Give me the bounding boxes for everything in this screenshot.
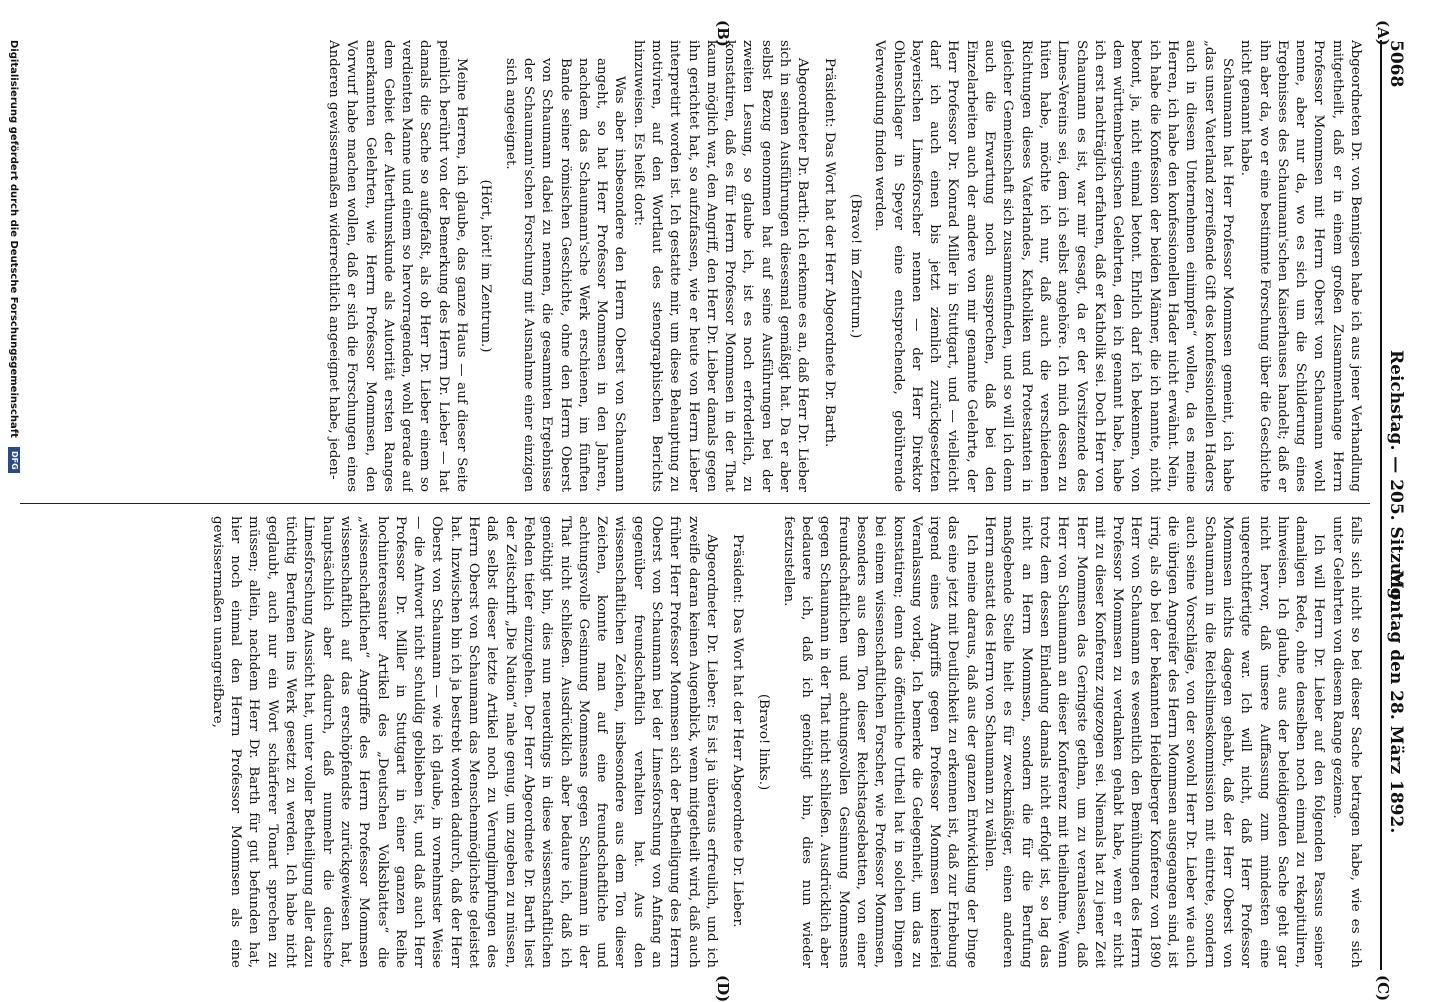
paragraph: Meine Herren, ich glaube, das ganze Haus — auf dieser Seite peinlich berührt von der Bemerkung des Herrn Dr. Lieber — hat damals die Sache so aufgefaßt, als ob Herr Dr. Lieber einem so verdienten Manne und einem so hervorragenden, wohl gerade auf dem Gebiet der Alterthumskunde als Autorität ersten Ranges anerkannten Gelehrten, wie Herrn Professor Mommsen, den Vorwurf habe machen wollen, daß er sich die Forschungen eines Anderen gewissermaßen widerrechtlich angeeignet habe, jeden-: [325, 40, 470, 492]
interjection: (Hört, hört! im Zentrum.): [478, 179, 494, 353]
right-column: [24, 516, 1364, 968]
left-column: [24, 40, 1364, 492]
header-title: Reichstag. — 205. Sitzung.: [1386, 350, 1406, 606]
interjection: (Bravo! links.): [756, 693, 772, 791]
column-divider: [20, 503, 1370, 504]
paragraph: falls sich nicht so bei dieser Sache betragen habe, wie es sich unter Gelehrten von diesem Range gezieme.: [1329, 516, 1363, 968]
speaker-paragraph: Präsident: Das Wort hat der Herr Abgeordnete Dr. Lieber.: [730, 534, 746, 928]
speaker-paragraph: Abgeordneter Dr. Barth: Ich erkenne es an, daß Herr Dr. Lieber sich in seinen Ausführungen diesesmal gemäßigt hat. Da er aber selbst Bezug genommen hat auf seine Ausführungen bei der zweiten Lesung, so glaube ich, ist es noch erforderlich, zu konstatiren, daß es für Herrn Professor Mommsen in der That kaum möglich war, den Angriff, den Herr Dr. Lieber damals gegen ihn gerichtet hat, so aufzufassen, wie er heute von Herrn Lieber interpretirt worden ist. Ich gestatte mir, um diese Behauptung zu motiviren, auf den Wortlaut des stenographischen Berichts hinzuweisen. Es heißt dort:: [630, 40, 811, 492]
margin-marker-c: (C): [1374, 975, 1392, 1002]
paragraph: Ich will Herrn Dr. Lieber auf den folgenden Passus seiner damaligen Rede, ohne denselben noch einmal zu rekapituliren, hinweisen. Ich glaube, aus der beleidigenden Sache geht gar nicht hervor, daß unsere Auffassung zum mindesten eine ungerechtfertigte war. Ich will nicht, daß Herr Professor Mommsen nichts dagegen gehabt, daß der Herr Oberst von Schaumann in die Reichslimeskommission mit eintrete, sondern auch seine Vorschläge, von der sowohl Herr Dr. Lieber wie auch die übrigen Angreifer des Herrn Mommsen ausgegangen sind, ist irrig, als ob bei der bekannten Heidelberger Konferenz von 1890 Herr von Schaumann es wesentlich den Bemühungen des Herrn Professor Mommsen zu verdanken gehabt habe, wenn er nicht mit zu dieser Konferenz zugezogen sei. Niemals hat zu jener Zeit Herr Mommsen das Geringste gethan, um zu veranlassen, daß Herr von Schaumann an dieser Konferenz mit theilnehme. Wenn trotz dem dessen Einladung damals nicht erfolgt ist, so lag das nicht an Herrn Mommsen, sondern die für die Berufung maßgebende Stelle hielt es für zweckmäßiger, einen anderen Herrn anstatt des Herrn von Schaumann zu wählen.: [982, 516, 1327, 968]
margin-marker-d: (D): [714, 975, 732, 1002]
paragraph: Ich meine daraus, daß aus der ganzen Entwicklung der Dinge das eine jetzt mit Deutlichkeit zu erkennen ist, daß zur Erhebung irgend eines Angriffs gegen Professor Mommsen keinerlei Veranlassung vorlag. Ich bemerke die Gelegenheit, um das zu konstatiren; denn das öffentliche Urtheil hat in solchen Dingen bei einem wissenschaftlichen Forscher, wie Professor Mommsen, besonders aus dem Ton dieser Reichstagsdebatten, von einer freundschaftlichen und achtungsvollen Gesinnung Mommsens gegen Schaumann in der That nicht schließen. Ausdrücklich aber bedauere ich, daß ich genöthigt bin, dies nun wieder festzustellen.: [780, 516, 979, 968]
page-header: [1380, 40, 1408, 970]
digitization-credit: [4, 40, 20, 960]
header-date: Montag den 28. März 1892.: [1386, 570, 1406, 834]
speaker-paragraph: Abgeordneter Dr. Lieber: Es ist ja überaus erfreulich, und ich zweifle daran keinen Augenblick, wenn mitgetheilt wird, daß auch früher Herr Professor Mommsen sich der Betheiligung des Herrn Oberst von Schaumann bei der Limesforschung von Anfang an gegenüber freundschaftlich verhalten hat. Aus den wissenschaftlichen Zeichen, insbesondere aus dem Ton dieser Zeichen, konnte man auf eine freundschaftliche und achtungsvolle Gesinnung Mommsens gegen Schaumann in der That nicht schließen. Ausdrücklich aber bedaure ich, daß ich genöthigt bin, dies nun neuerdings in diese wissenschaftlichen Fehden tiefer einzugehen. Der Herr Abgeordnete Dr. Barth liest der Zeitschrift „Die Nation“ nahe genug, um zugeben zu müssen, daß selbst dieser letzte Artikel noch zu Verunglimpfungen des Herrn Oberst von Schaumann das Menschenmöglichste geleistet hat. Inzwischen bin ich ja bestrebt worden dadurch, daß der Herr Oberst von Schaumann — wie ich glaube, in vornehmster Weise — die Antwort nicht schuldig geblieben ist, und daß auch Herr Professor Dr. Miller in Stuttgart in einer ganzen Reihe hochinteressanter Artikel des „Deutschen Volksblattes“ die „wissenschaftlichen“ Angriffe des Herrn Professor Mommsen wissenschaftlich auf das erschöpfendste zurückgewiesen hat, hauptsächlich aber dadurch, daß nunmehr die deutsche Limesforschung Aussicht hat, unter voller Betheiligung aller dazu tüchtig Berufenen ins Werk gesetzt zu werden. Ich habe nicht geglaubt, auch nur ein Wort schärferer Tonart sprechen zu müssen; allein, nachdem Herr Dr. Barth für gut befunden hat, hier noch einmal den Herrn Professor Mommsen als eine gewissermaßen unangreifbare,: [209, 516, 719, 968]
dfg-logo: DFG: [8, 447, 20, 473]
credit-text: Digitalisierung gefördert durch die Deutsche Forschungsgemeinschaft: [8, 40, 19, 438]
margin-marker-b: (B): [714, 20, 732, 47]
quote-paragraph: Was aber insbesondere den Herrn Oberst von Schaumann angeht, so hat Herr Professor Mommsen in den Jahren, nachdem das Schaumann'sche Werk erschienen, im fünften Bande seiner römischen Geschichte, ohne den Herrn Oberst von Schaumann dabei zu nennen, die gesammten Ergebnisse der Schaumann'schen Forschung mit Ausnahme einer einzigen sich angeeignet.: [502, 58, 628, 492]
margin-marker-a: (A): [1374, 20, 1392, 46]
page-number: 5068: [1386, 40, 1406, 88]
interjection: (Bravo! im Zentrum.): [847, 193, 863, 339]
paragraph: Schaumann hat Herr Professor Mommsen gemeint, ich habe „das unser Vaterland zerreißende Gift des konfessionellen Haders auch in diesem Unternehmen einimpfen“ wollen, da es meine Herren, ich habe den konfessionellen Hader nicht erwähnt. Nein, ich habe die Konfession der beiden Männer, die ich nannte, nicht betont, ja, nicht einmal betont. Ehrlich darf ich bekennen, von dem württembergischen Gelehrten, den ich genannt habe, habe ich erst nachträglich erfahren, daß er Katholik sei. Doch Herr von Schaumann es ist, war mir gesagt, da er der Vorsitzende des Limes-Vereins sei, dem ich selbst angehöre. Ich mich dessen zu hüten habe, möchte ich nur, daß auch die verschiedenen Richtungen dieses Vaterlandes, Katholiken und Protestanten in gleicher Gemeinschaft sich zusammenfinden, und so will ich denn auch die Erwartung noch aussprechen, daß bei den Einzelarbeiten auch der andere von mir genannte Gelehrte, der Herr Professor Dr. Konrad Miller in Stuttgart, und — vielleicht darf ich auch einen bis jetzt ziemlich zurückgesetzten bayerischen Limesforscher nennen — der Herr Direktor Ohlenschlager in Speyer eine entsprechende, gebührende Verwendung finden werden.: [872, 40, 1235, 492]
speaker-paragraph: Präsident: Das Wort hat der Herr Abgeordnete Dr. Barth.: [821, 58, 837, 448]
paragraph: Abgeordneten Dr. von Bennigsen habe ich aus jener Verhandlung mitgetheilt, daß er in einem großen Zusammenhange Herrn Professor Mommsen mit Herrn Oberst von Schaumann wohl nenne, aber nur da, wo es sich um die Schilderung eines Ergebnisses des Schaumann'schen Kaiserhauses handelt; daß er ihn aber da, wo er eine bestimmte Forschung über die Geschichte nicht genannt habe.: [1238, 40, 1363, 492]
